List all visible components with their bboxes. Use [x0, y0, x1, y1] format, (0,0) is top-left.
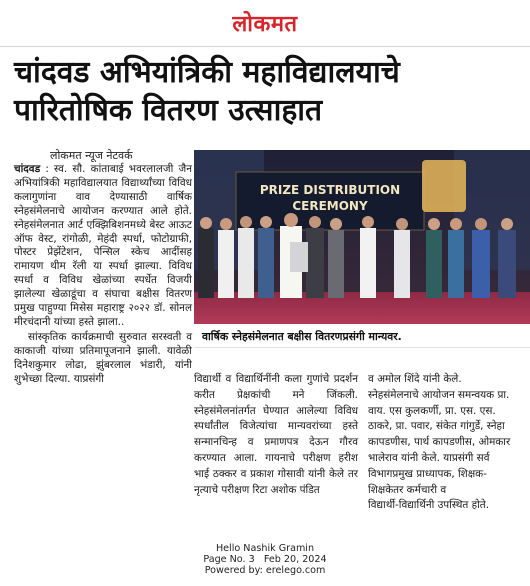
event-photo [194, 150, 530, 324]
article-column-3 [368, 372, 530, 514]
byline: लोकमत न्यूज नेटवर्क [50, 149, 133, 162]
footer-edition: Hello Nashik Gramin [215, 543, 315, 554]
photo-caption: वार्षिक स्नेहसंमेलनात बक्षीस वितरणप्रसंगी मान्यवर. [194, 326, 530, 348]
masthead [0, 0, 530, 47]
column-3-line: कापडणीस, पार्थ कापडणीस, ओमकार [368, 436, 511, 449]
article-column-1 [14, 163, 192, 387]
article-paragraph-1-text: : स्व. सौ. कांताबाई भवरलालजी जैन अभियांत्रिकी महाविद्यालयात विद्यार्थ्यांच्या विविध कलागुणांना वाव देण्यासाठी वार्षिक स्नेहसंमेलनाचे आयोजन करण्यात आले होते. स्नेहसंमेलनात आर्ट एक्झिबिशनमध्ये बेस्ट आऊट ऑफ वेस्ट, रांगोळी, मेहंदी स्पर्धा, फोटोग्राफी, पोस्टर प्रेझेंटेशन, पेन्सिल स्केच आदींसह रामायण थीम रॅली या स्पर्धा झाल्या. विविध स्पर्धा व विविध खेळांच्या स्पर्धेत विजयी झालेल्या खेळाडूंचा व संघाचा बक्षीस वितरण प्रमुख पाहुण्या मिसेस महाराष्ट्र २०२२ डॉ. सोनल मीरचंदानी यांच्या हस्ते झाला.. [14, 163, 192, 328]
headline-line-2: पारितोषिक वितरण उत्साहात [14, 93, 323, 128]
column-3-line: शिक्षकेतर कर्मचारी व [368, 483, 447, 496]
article-paragraph-2: सांस्कृतिक कार्यक्रमाची सुरुवात सरस्वती व काकाजी यांच्या प्रतिमापूजनाने झाली. यावेळी दिनेशकुमार लोढा, झुंबरलाल भंडारी, यांनी शुभेच्छा दिल्या. याप्रसंगी [14, 330, 192, 385]
column-3-line: विभागप्रमुख प्राध्यापक, शिक्षक- [368, 467, 487, 480]
headline [14, 54, 519, 130]
footer-powered-by: Powered by: erelego.com [204, 565, 326, 576]
column-3-line: विद्यार्थी-विद्यार्थिनी उपस्थित होते. [368, 499, 490, 512]
column-3-line: व अमोल शिंदे यांनी केले. [368, 373, 462, 385]
column-3-line: स्नेहसंमेलनाचे आयोजन समन्वयक प्रा. [368, 388, 510, 401]
column-3-line: ठाकरे, प्रा. पवार, संकेत गांगुर्डे, स्नेहा [368, 420, 505, 433]
newspaper-logo: लोकमत [232, 11, 298, 37]
event-photo-illustration [194, 150, 530, 324]
page-footer [0, 543, 530, 576]
column-3-line: भालेराव यांनी केले. याप्रसंगी सर्व [368, 451, 490, 464]
dateline: चांदवड [14, 163, 41, 175]
column-3-line: वाय. एस कुलकर्णी, प्रा. एस. एस. [368, 404, 496, 417]
banner-line-1: PRIZE DISTRIBUTION [259, 183, 401, 197]
article-paragraph-1 [14, 163, 192, 330]
banner-line-2: CEREMONY [292, 199, 368, 213]
footer-page-date: Page No. 3 Feb 20, 2024 [203, 554, 327, 565]
article-column-2: विद्यार्थी व विद्यार्थिनींनी कला गुणांचे प्रदर्शन करीत प्रेक्षकांची मने जिंकली. स्नेहसंमेलनांतर्गत घेण्यात आलेल्या विविध स्पर्धांतील विजेत्यांचा मान्यवरांच्या हस्ते सन्मानचिन्ह व प्रमाणपत्र देऊन गौरव करण्यात आला. गायनाचे परीक्षण हरीश भाई ठक्कर व प्रकाश गोसावी यांनी केले तर नृत्याचे परीक्षण रिटा अशोक पंडित [194, 373, 358, 496]
headline-line-1: चांदवड अभियांत्रिकी महाविद्यालयाचे [14, 55, 400, 90]
